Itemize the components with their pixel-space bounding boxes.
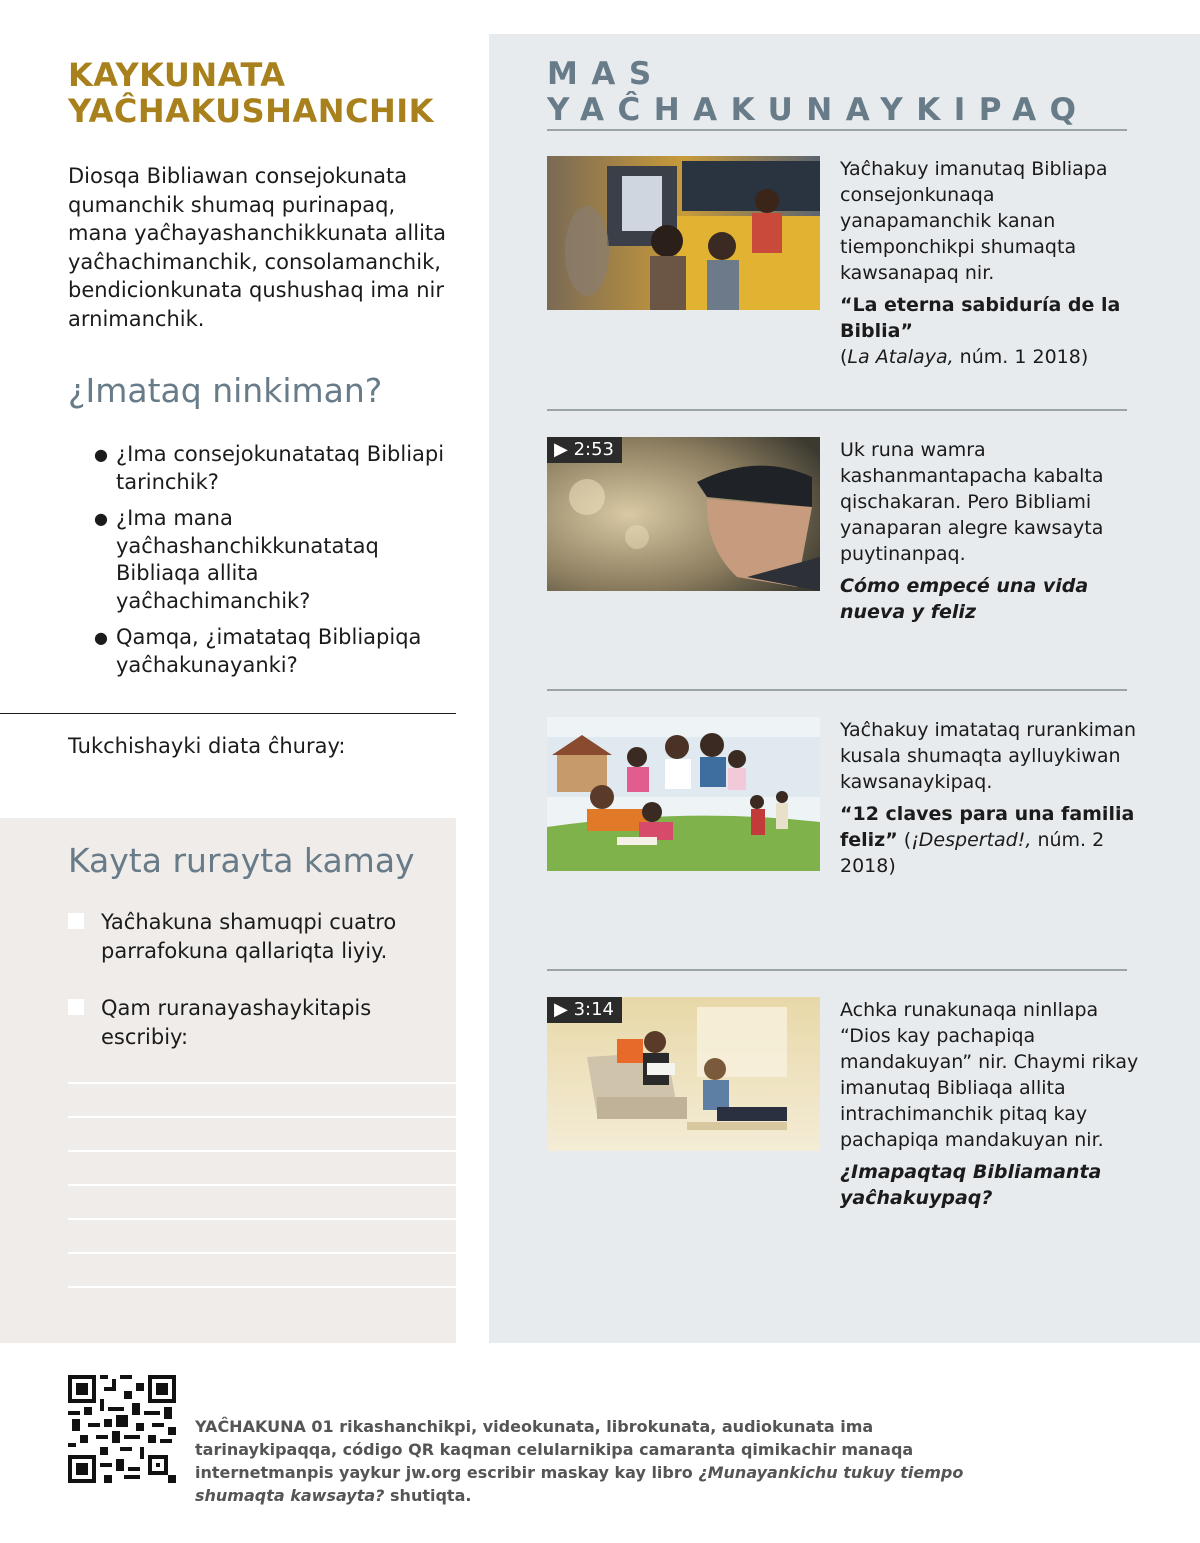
checkbox[interactable] — [68, 999, 84, 1015]
bullet-icon: ● — [94, 445, 108, 464]
write-line[interactable] — [68, 1082, 456, 1084]
summary-title-line1: KAYKUNATA — [68, 56, 286, 94]
write-line[interactable] — [68, 1116, 456, 1118]
video-text — [840, 437, 1140, 625]
goal-text: Qam ruranayashaykitapis escribiy: — [101, 996, 372, 1049]
source-open: ( — [840, 346, 848, 368]
goal-item — [68, 908, 448, 968]
resource-source — [840, 801, 1140, 879]
summary-text: Diosqa Bibliawan consejokunata qumanchik shumaq purinapaq, mana yaĉhayashanchikkunata allita yaĉhachimanchik, consolamanchik, bendicionkunata qushushaq ima nir arnimanchik. — [68, 164, 447, 331]
questions-list — [88, 441, 448, 688]
qr-code[interactable] — [68, 1375, 176, 1483]
question-text: ¿Ima consejokunatataq Bibliapi tarinchik? — [116, 442, 445, 494]
resource-title[interactable]: “La eterna sabiduría de la Biblia” — [840, 294, 1121, 342]
write-lines[interactable] — [68, 1082, 456, 1320]
divider — [547, 409, 1127, 411]
write-line[interactable] — [68, 1252, 456, 1254]
video-duration: ▶ 2:53 — [547, 437, 622, 463]
publication-name: La Atalaya, — [847, 346, 954, 368]
article-text — [840, 717, 1140, 879]
source-issue: núm. 2 2018) — [840, 829, 1105, 877]
footer-text — [195, 1415, 1015, 1507]
bullet-icon: ● — [94, 509, 108, 528]
video-duration: ▶ 3:14 — [547, 997, 622, 1023]
video-thumbnail[interactable] — [547, 997, 820, 1151]
footer-tail: shutiqta. — [384, 1486, 472, 1505]
more-heading: MAS YAĈHAKUNAYKIPAQ — [547, 56, 1090, 128]
date-label: Tukchishayki diata ĉhuray: — [68, 734, 346, 758]
video-text — [840, 997, 1140, 1211]
summary-title — [68, 57, 448, 129]
divider — [547, 689, 1127, 691]
question-text: ¿Ima mana yaĉhashanchikkunatataq Bibliaqa allita yaĉhachimanchik? — [116, 506, 379, 613]
book-title: ¿Munayankichu tukuy tiempo shumaqta kawsayta? — [195, 1463, 964, 1505]
write-line[interactable] — [68, 1286, 456, 1288]
bullet-icon: ● — [94, 628, 108, 647]
checkbox[interactable] — [68, 913, 84, 929]
resource-description: Yaĉhakuy imatataq rurankiman kusala shumaqta aylluykiwan kawsanaykipaq. — [840, 719, 1137, 793]
goal-item — [68, 994, 448, 1054]
article-thumbnail[interactable] — [547, 717, 820, 871]
questions-heading: ¿Imataq ninkiman? — [68, 371, 383, 410]
resource-description: Achka runakunaqa ninllapa “Dios kay pachapiqa mandakuyan” nir. Chaymi rikay imanutaq Bibliaqa allita intrachimanchik pitaq kay pachapiqa mandakuyan nir. — [840, 999, 1139, 1151]
article-thumbnail[interactable] — [547, 156, 820, 310]
write-line[interactable] — [68, 1218, 456, 1220]
divider — [0, 713, 456, 714]
source-issue: núm. 1 2018) — [953, 346, 1089, 368]
write-line[interactable] — [68, 1150, 456, 1152]
divider — [547, 129, 1127, 131]
question-item — [88, 441, 448, 496]
write-line[interactable] — [68, 1184, 456, 1186]
divider — [547, 969, 1127, 971]
video-thumbnail[interactable] — [547, 437, 820, 591]
resource-description: Uk runa wamra kashanmantapacha kabalta qischakaran. Pero Bibliami yanaparan alegre kawsayta puytinanpaq. — [840, 439, 1104, 565]
question-text: Qamqa, ¿imatataq Bibliapiqa yaĉhakunayanki? — [116, 625, 422, 677]
resource-description: Yaĉhakuy imanutaq Bibliapa consejonkunaqa yanapamanchik kanan tiemponchikpi shumaqta kawsanapaq nir. — [840, 158, 1108, 284]
resource-source — [840, 344, 1140, 370]
footer-lead: YAĈHAKUNA 01 rikashanchikpi, videokunata, librokunata, audiokunata ima tarinaykipaqqa, código QR kaqman celularnikipa camaranta qimikachir manaqa internetmanpis yaykur jw.org escribir maskay kay libro — [195, 1417, 914, 1482]
goals-heading: Kayta rurayta kamay — [68, 841, 415, 880]
resource-title[interactable]: ¿Imapaqtaq Bibliamanta yaĉhakuypaq? — [840, 1161, 1102, 1209]
article-text — [840, 156, 1140, 370]
source-open: ( — [897, 829, 912, 851]
goal-text: Yaĉhakuna shamuqpi cuatro parrafokuna qallariqta liyiy. — [101, 910, 397, 963]
resource-title[interactable]: “12 claves para una familia feliz” — [840, 803, 1135, 851]
summary-title-line2: YAĈHAKUSHANCHIK — [68, 92, 434, 130]
publication-name: ¡Despertad!, — [911, 829, 1032, 851]
question-item — [88, 624, 448, 679]
question-item — [88, 505, 448, 615]
resource-title[interactable]: Cómo empecé una vida nueva y feliz — [840, 575, 1089, 623]
